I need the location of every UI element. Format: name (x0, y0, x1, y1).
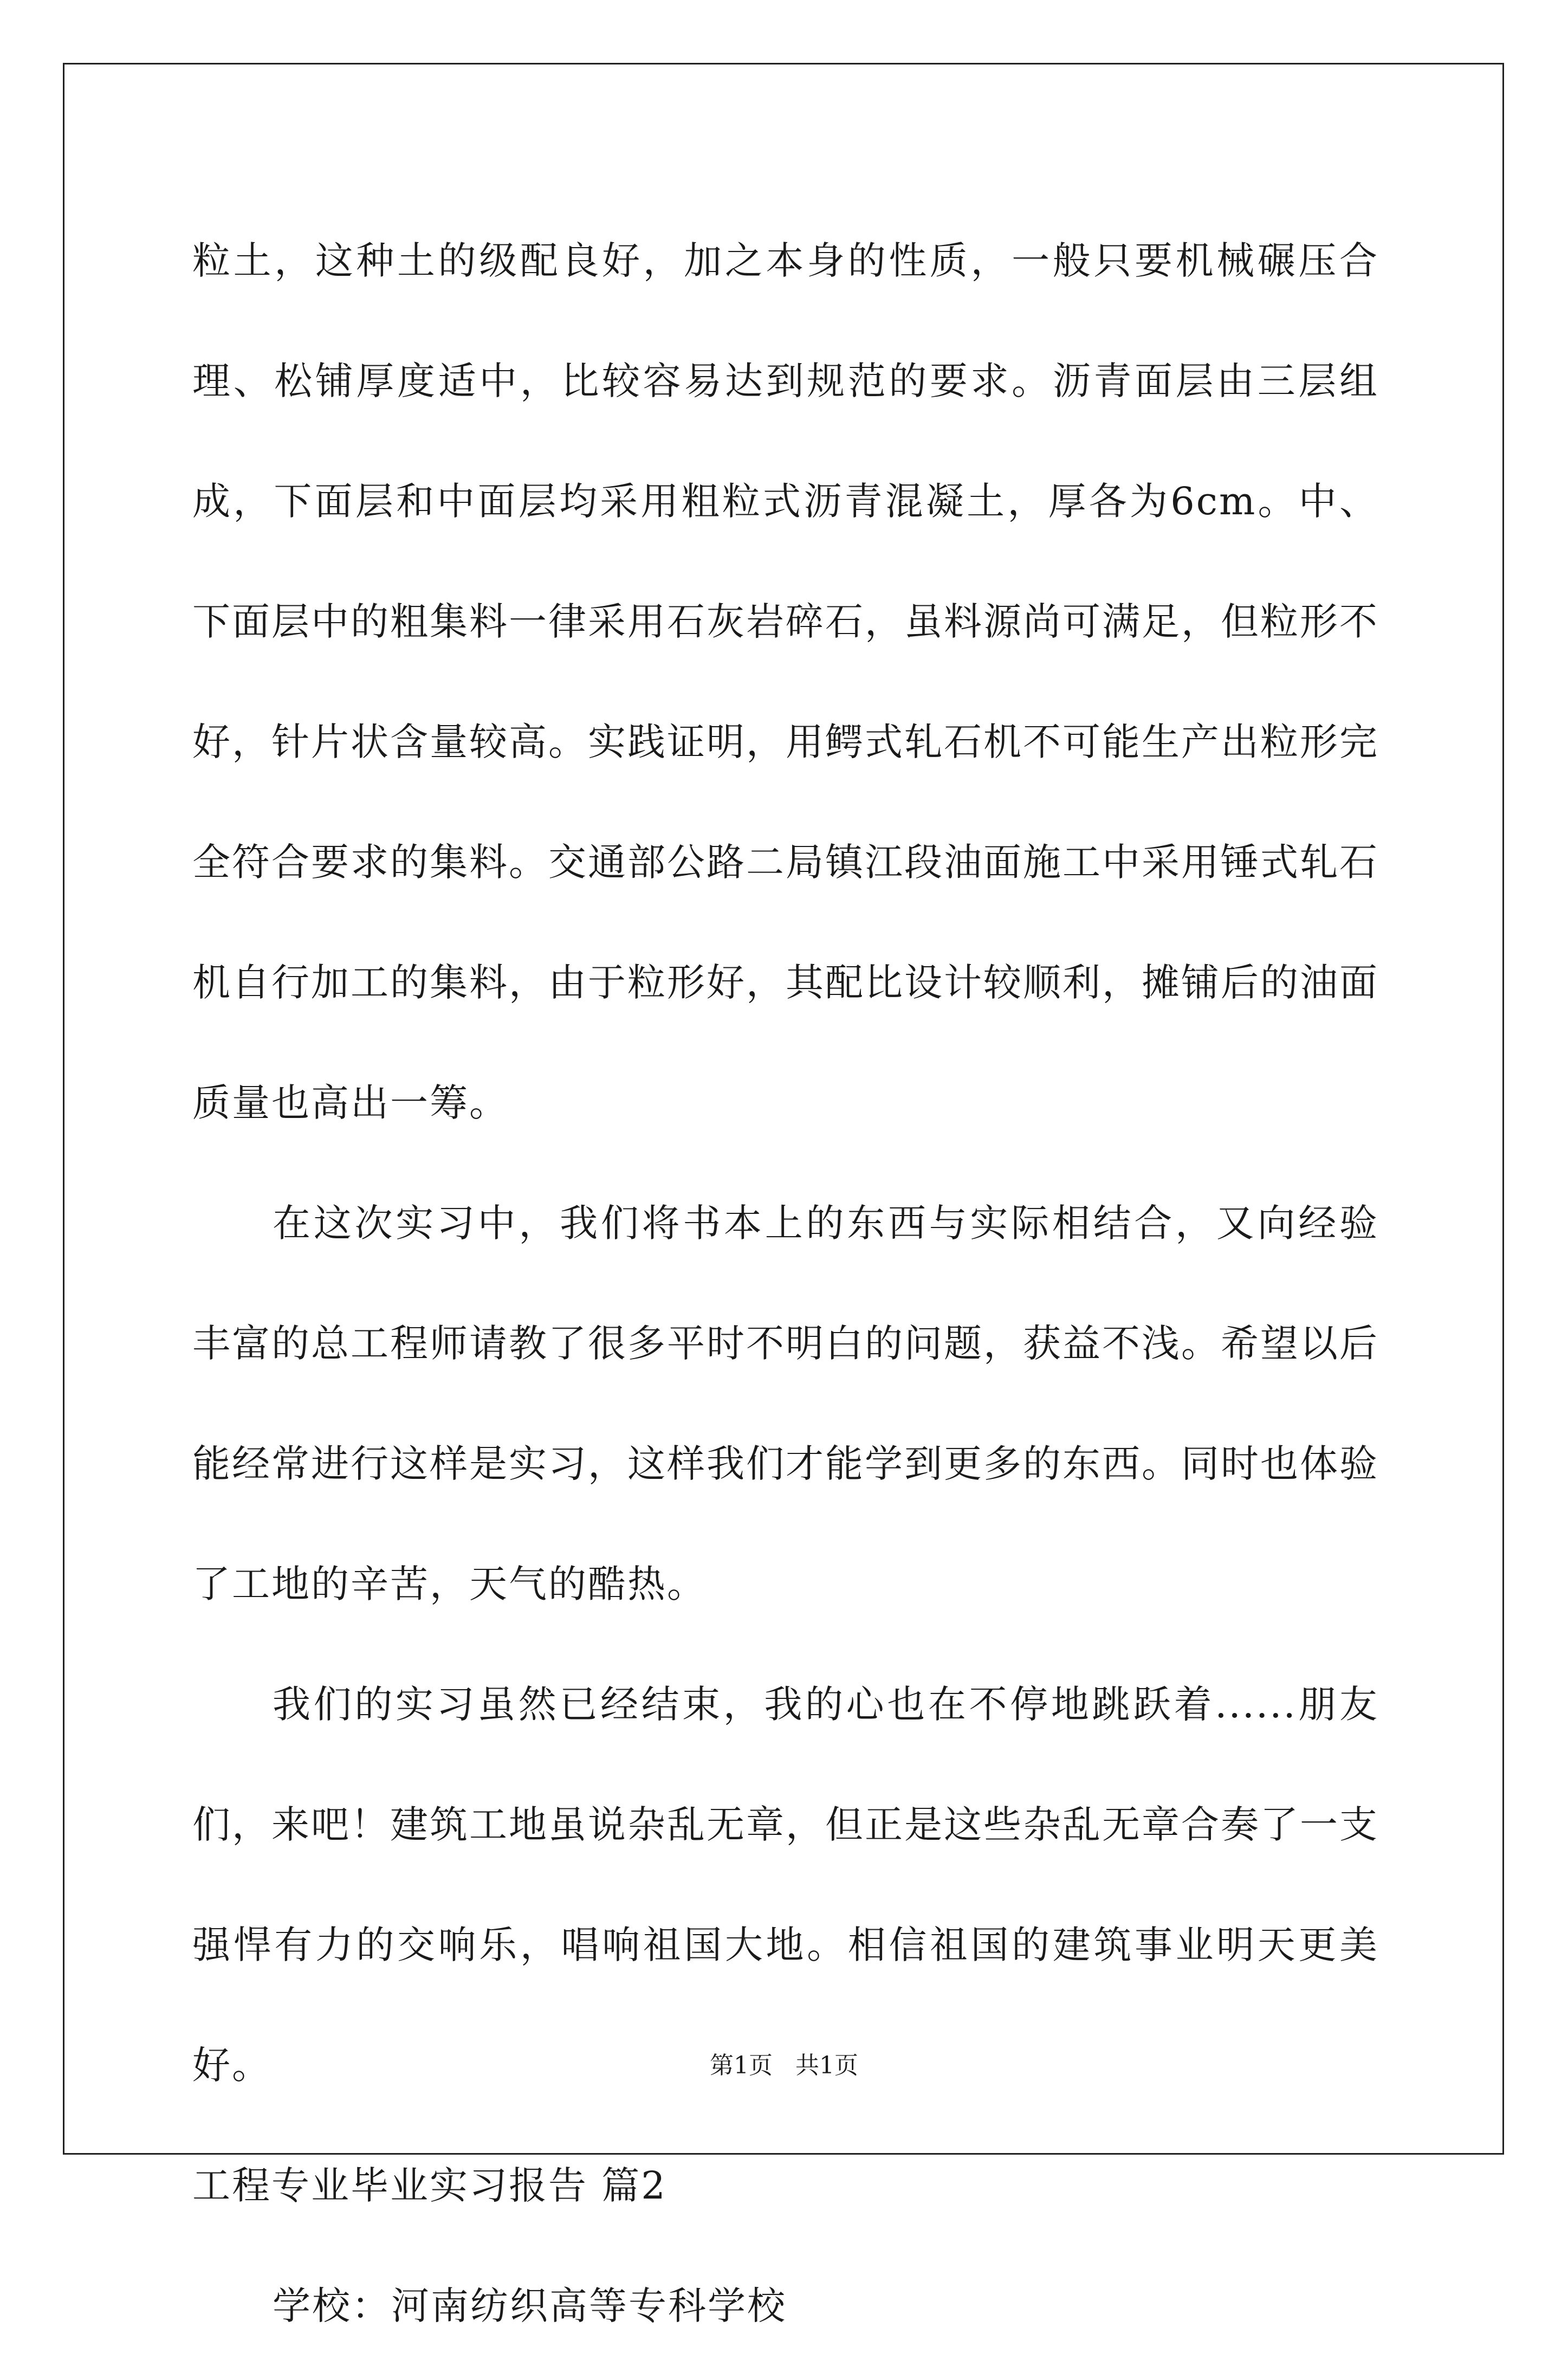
paragraph-internship-reflection: 在这次实习中，我们将书本上的东西与实际相结合，又向经验丰富的总工程师请教了很多平时不明白的问题，获益不浅。希望以后能经常进行这样是实习，这样我们才能学到更多的东西。同时也体验了工地的辛苦，天气的酷热。 (192, 1201, 1379, 1606)
school-line: 学校：河南纺织高等专科学校 (273, 2284, 787, 2328)
paragraph-conclusion: 我们的实习虽然已经结束，我的心也在不停地跳跃着......朋友们，来吧！建筑工地虽说杂乱无章，但正是这些杂乱无章合奏了一支强悍有力的交响乐，唱响祖国大地。相信祖国的建筑事业明天更美好。 (192, 1682, 1379, 2087)
paragraph-continuation: 粒土，这种土的级配良好，加之本身的性质，一般只要机械碾压合理、松铺厚度适中，比较容易达到规范的要求。沥青面层由三层组成，下面层和中面层均采用粗粒式沥青混凝土，厚各为6cm。中、下面层中的粗集料一律采用石灰岩碎石，虽料源尚可满足，但粒形不好，针片状含量较高。实践证明，用鳄式轧石机不可能生产出粒形完全符合要求的集料。交通部公路二局镇江段油面施工中采用锤式轧石机自行加工的集料，由于粒形好，其配比设计较顺利，摊铺后的油面质量也高出一筹。 (192, 238, 1379, 1125)
section-heading: 工程专业毕业实习报告 篇2 (192, 2163, 667, 2208)
page-number: 第1页 (710, 2052, 773, 2079)
document-body (192, 201, 1379, 2366)
page-total: 共1页 (795, 2052, 858, 2079)
page-footer (0, 2046, 1568, 2080)
